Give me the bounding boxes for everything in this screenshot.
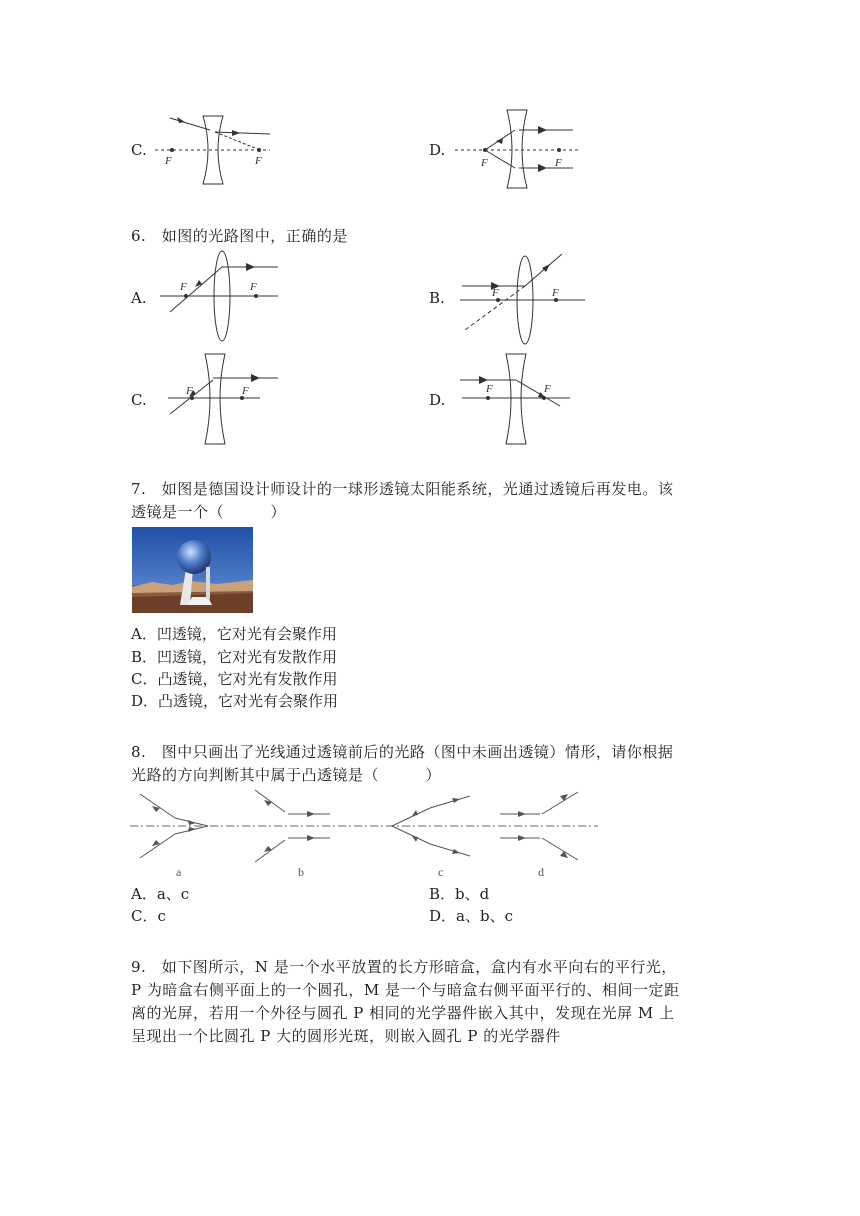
q6-option-d-label: D.	[429, 391, 446, 409]
q8-panel-b-label: b	[298, 865, 304, 879]
q6-diagram-b	[460, 252, 590, 334]
q6-option-b-label: B.	[429, 289, 445, 307]
q6-diagram-a	[160, 250, 285, 345]
q6-option-c-label: C.	[131, 391, 147, 409]
q5-c-focal-right: F	[255, 155, 262, 167]
q7-option-c[interactable]: C．凸透镜，它对光有发散作用	[131, 670, 338, 688]
q9-line3: 离的光屏，若用一个外径与圆孔 P 相同的光学器件嵌入其中，发现在光屏 M 上	[131, 1004, 675, 1022]
q6-c-focal-left: F	[186, 385, 193, 397]
q9-line4: 呈现出一个比圆孔 P 大的圆形光斑，则嵌入圆孔 P 的光学器件	[131, 1027, 561, 1045]
q9-line1: 9. 如下图所示，N 是一个水平放置的长方形暗盒，盒内有水平向右的平行光，	[131, 958, 677, 976]
q8-option-b[interactable]: B．b、d	[429, 885, 490, 903]
q6-diagram-d	[460, 352, 585, 447]
q8-stem-line2: 光路的方向判断其中属于凸透镜是（ ）	[131, 766, 442, 784]
q8-ray-diagrams	[130, 786, 600, 881]
q5-diagram-d	[455, 108, 585, 190]
q5-diagram-c	[155, 108, 285, 188]
q8-panel-a-label: a	[176, 865, 182, 879]
q7-option-d[interactable]: D．凸透镜，它对光有会聚作用	[131, 692, 339, 710]
q6-b-focal-right: F	[552, 287, 559, 299]
q8-panel-d-label: d	[538, 865, 544, 879]
q8-stem-line1: 8. 图中只画出了光线通过透镜前后的光路（图中未画出透镜）情形，请你根据	[131, 743, 674, 761]
q6-diagram-c	[168, 352, 288, 447]
q7-stem-line2: 透镜是一个（ ）	[131, 503, 287, 521]
q6-b-focal-left: F	[492, 287, 499, 299]
q5-option-d-label: D.	[429, 141, 446, 159]
q7-option-a[interactable]: A．凹透镜，它对光有会聚作用	[131, 625, 337, 643]
q8-panel-c-label: c	[438, 865, 444, 879]
q6-d-focal-right: F	[544, 383, 551, 395]
q8-option-a[interactable]: A．a、c	[131, 885, 190, 903]
q7-solar-lens-photo	[132, 527, 253, 613]
q9-line2: P 为暗盒右侧平面上的一个圆孔，M 是一个与暗盒右侧平面平行的、相间一定距	[131, 981, 680, 999]
q6-stem: 6. 如图的光路图中，正确的是	[131, 227, 348, 245]
q5-option-c-label: C.	[131, 141, 147, 159]
q6-d-focal-left: F	[486, 383, 493, 395]
q7-stem-line1: 7. 如图是德国设计师设计的一球形透镜太阳能系统，光通过透镜后再发电。该	[131, 480, 674, 498]
q8-option-c[interactable]: C．c	[131, 907, 166, 925]
q5-d-focal-left: F	[481, 157, 488, 169]
q6-a-focal-left: F	[180, 281, 187, 293]
q5-c-focal-left: F	[165, 155, 172, 167]
q7-option-b[interactable]: B．凹透镜，它对光有发散作用	[131, 648, 338, 666]
q5-d-focal-right: F	[555, 157, 562, 169]
q8-option-d[interactable]: D．a、b、c	[429, 907, 513, 925]
q6-c-focal-right: F	[242, 385, 249, 397]
q6-a-focal-right: F	[250, 281, 257, 293]
q6-option-a-label: A.	[131, 289, 147, 307]
